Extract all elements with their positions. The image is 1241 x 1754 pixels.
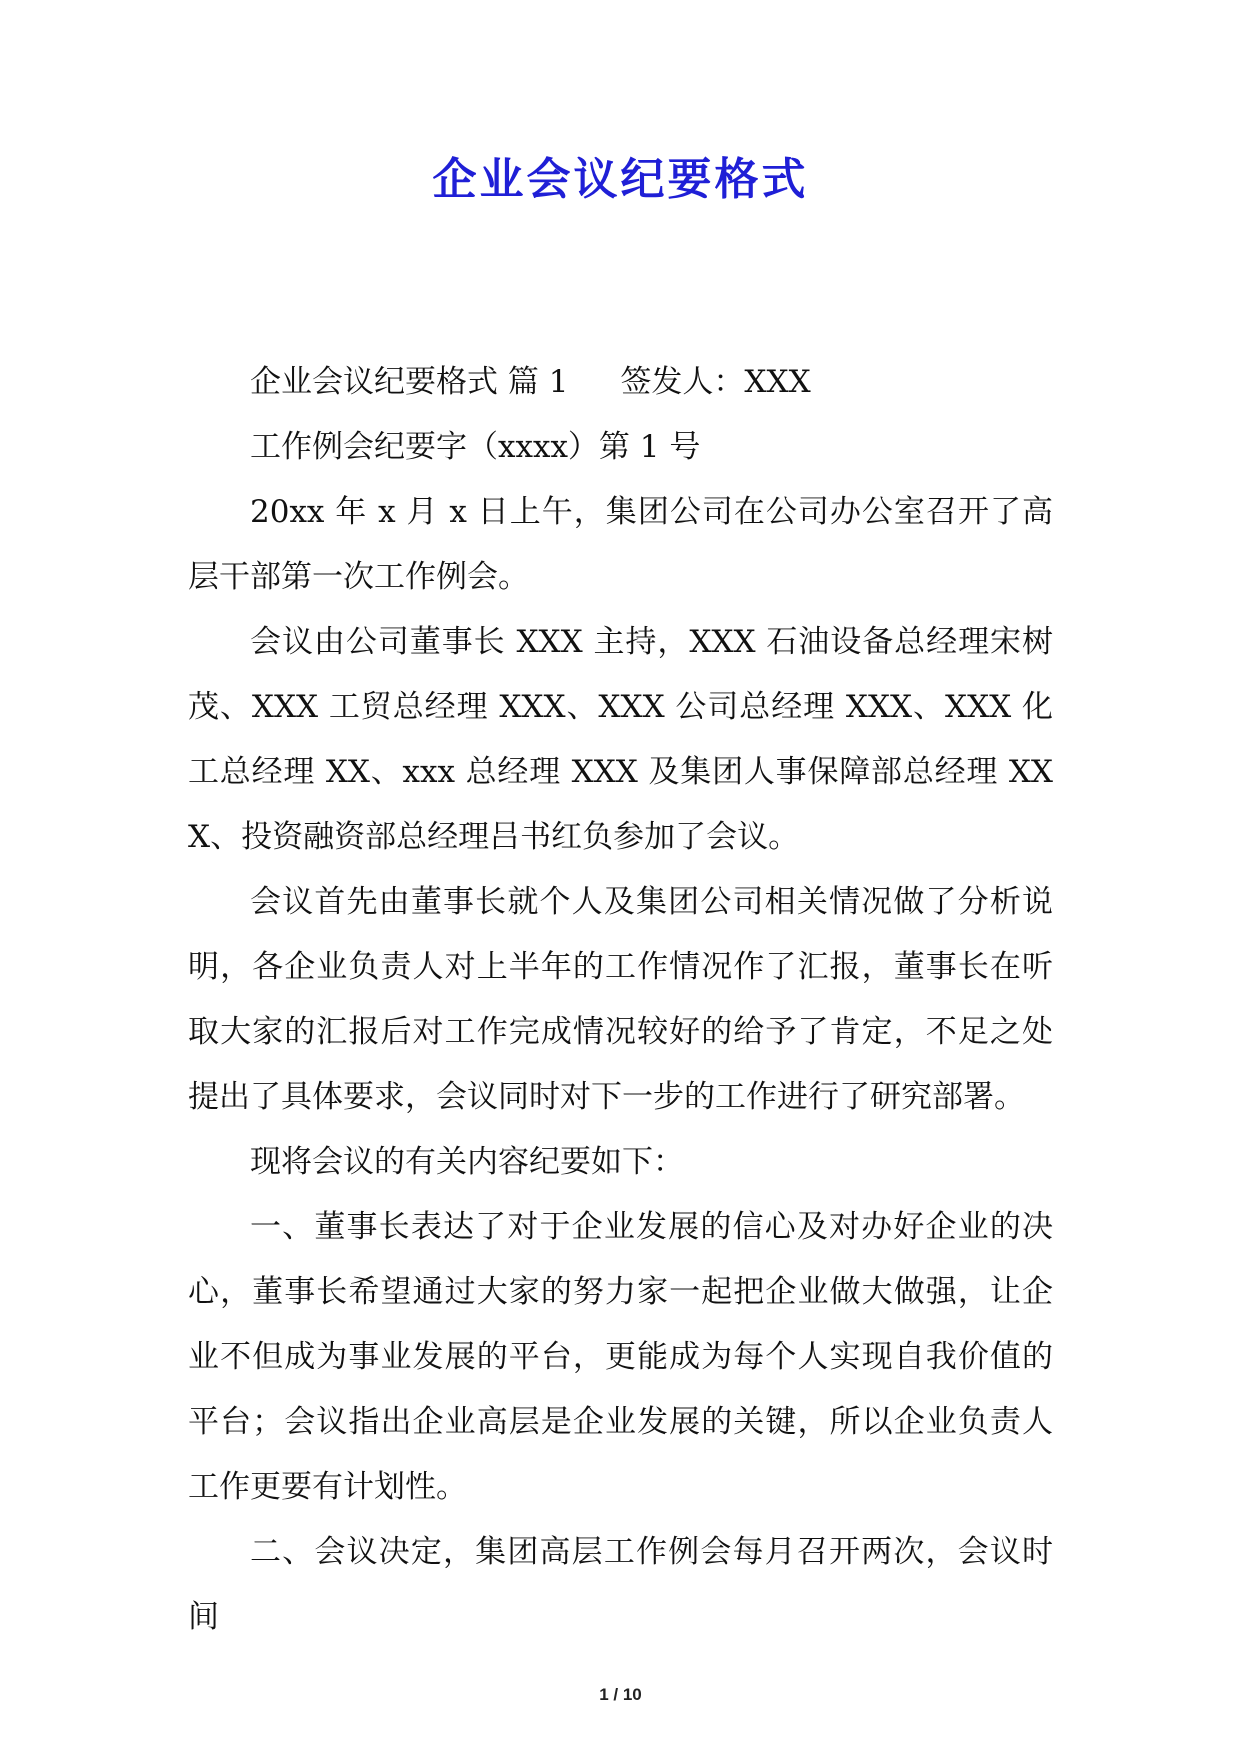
document-number-paragraph: 工作例会纪要字（xxxx）第 1 号 <box>250 429 701 465</box>
document-body <box>188 350 1053 1650</box>
meeting-intro-paragraph: 20xx 年 x 月 x 日上午，集团公司在公司办公室召开了高层干部第一次工作例会。 <box>188 494 1053 595</box>
item-two-paragraph: 二、会议决定，集团高层工作例会每月召开两次，会议时间 <box>188 1534 1053 1635</box>
section-label: 企业会议纪要格式 篇 1 <box>250 364 569 400</box>
item-one-paragraph: 一、董事长表达了对于企业发展的信心及对办好企业的决心，董事长希望通过大家的努力家一起把企业做大做强，让企业不但成为事业发展的平台，更能成为每个人实现自我价值的平台；会议指出企业高层是企业发展的关键，所以企业负责人工作更要有计划性。 <box>188 1209 1053 1505</box>
section-header-line <box>188 350 1053 415</box>
document-title: 企业会议纪要格式 <box>432 154 809 205</box>
summary-paragraph: 会议首先由董事长就个人及集团公司相关情况做了分析说明，各企业负责人对上半年的工作情况作了汇报，董事长在听取大家的汇报后对工作完成情况较好的给予了肯定，不足之处提出了具体要求，会议同时对下一步的工作进行了研究部署。 <box>188 884 1053 1115</box>
minutes-lead-paragraph: 现将会议的有关内容纪要如下： <box>250 1144 684 1180</box>
page-number: 1 / 10 <box>599 1685 642 1704</box>
issuer-label: 签发人：XXX <box>620 364 811 400</box>
attendees-paragraph: 会议由公司董事长 XXX 主持，XXX 石油设备总经理宋树茂、XXX 工贸总经理 XXX、XXX 公司总经理 XXX、XXX 化工总经理 XX、xxx 总经理 XXX 及集团人事保障部总经理 XXX、投资融资部总经理吕书红负参加了会议。 <box>188 624 1053 855</box>
